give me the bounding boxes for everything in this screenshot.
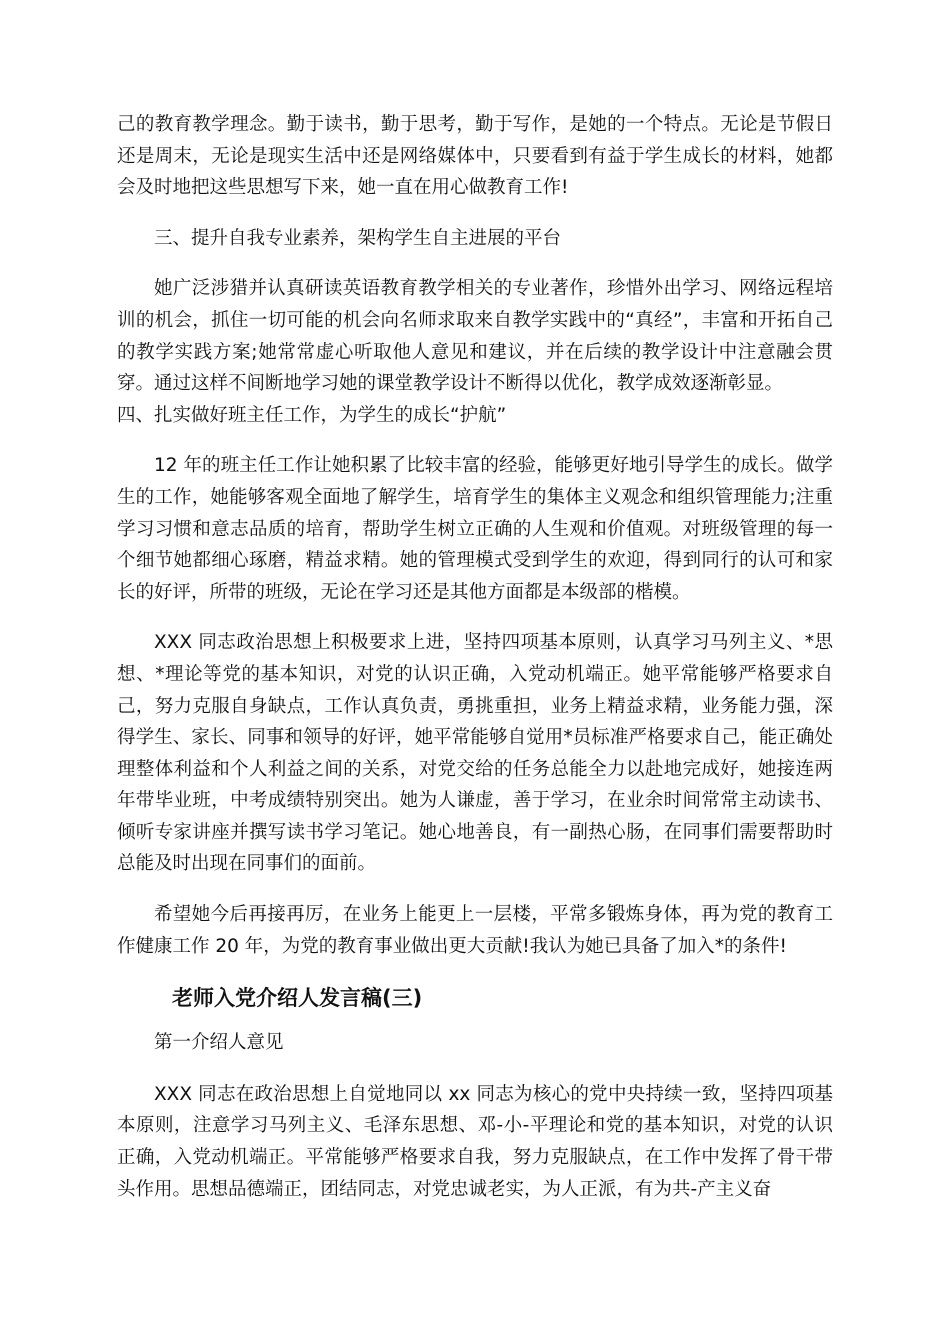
- paragraph-first-introducer-opinion: XXX 同志在政治思想上自觉地同以 xx 同志为核心的党中央持续一致，坚持四项基本原则，注意学习马列主义、毛泽东思想、邓-小-平理论和党的基本知识，对党的认识正确，入党动机端正。平常能够严格要求自我，努力克服缺点，在工作中发挥了骨干带头作用。思想品德端正，团结同志，对党忠诚老实，为人正派，有为共-产主义奋: [117, 1083, 833, 1200]
- document-body: [117, 109, 833, 1205]
- paragraph-professional-study: 她广泛涉猎并认真研读英语教育教学相关的专业著作，珍惜外出学习、网络远程培训的机会，抓住一切可能的机会向名师求取来自教学实践中的“真经”，丰富和开拓自己的教学实践方案;她常常虚心听取他人意见和建议，并在后续的教学设计中注意融会贯穿。通过这样不间断地学习她的课堂教学设计不断得以优化，教学成效逐渐彰显。: [117, 278, 833, 395]
- section-label-first-introducer: 第一介绍人意见: [154, 1032, 284, 1054]
- paragraph-teaching-philosophy: 己的教育教学理念。勤于读书，勤于思考，勤于写作，是她的一个特点。无论是节假日还是周末，无论是现实生活中还是网络媒体中，只要看到有益于学生成长的材料，她都会及时地把这些思想写下来，她一直在用心做教育工作!: [117, 114, 833, 199]
- section-heading-class-teacher: 四、扎实做好班主任工作，为学生的成长“护航”: [117, 404, 507, 426]
- paragraph-class-teacher-experience: 12 年的班主任工作让她积累了比较丰富的经验，能够更好地引导学生的成长。做学生的工作，她能够客观全面地了解学生，培育学生的集体主义观念和组织管理能力;注重学习习惯和意志品质的培育，帮助学生树立正确的人生观和价值观。对班级管理的每一个细节她都细心琢磨，精益求精。她的管理模式受到学生的欢迎，得到同行的认可和家长的好评，所带的班级，无论在学习还是其他方面都是本级部的楷模。: [117, 455, 833, 603]
- section-heading-professional-quality: 三、提升自我专业素养，架构学生自主进展的平台: [154, 227, 562, 249]
- document-heading: 老师入党介绍人发言稿(三): [172, 986, 423, 1011]
- paragraph-future-expectation: 希望她今后再接再厉，在业务上能更上一层楼，平常多锻炼身体，再为党的教育工作健康工作 20 年，为党的教育事业做出更大贡献!我认为她已具备了加入*的条件!: [117, 904, 833, 957]
- paragraph-political-evaluation: XXX 同志政治思想上积极要求上进，坚持四项基本原则，认真学习马列主义、*思想、*理论等党的基本知识，对党的认识正确，入党动机端正。她平常能够严格要求自己，努力克服自身缺点，工作认真负责，勇挑重担，业务上精益求精，业务能力强，深得学生、家长、同事和领导的好评，她平常能够自觉用*员标准严格要求自己，能正确处理整体利益和个人利益之间的关系，对党交给的任务总能全力以赴地完成好，她接连两年带毕业班，中考成绩特别突出。她为人谦虚，善于学习，在业余时间常常主动读书、倾听专家讲座并撰写读书学习笔记。她心地善良，有一副热心肠，在同事们需要帮助时总能及时出现在同事们的面前。: [117, 632, 833, 875]
